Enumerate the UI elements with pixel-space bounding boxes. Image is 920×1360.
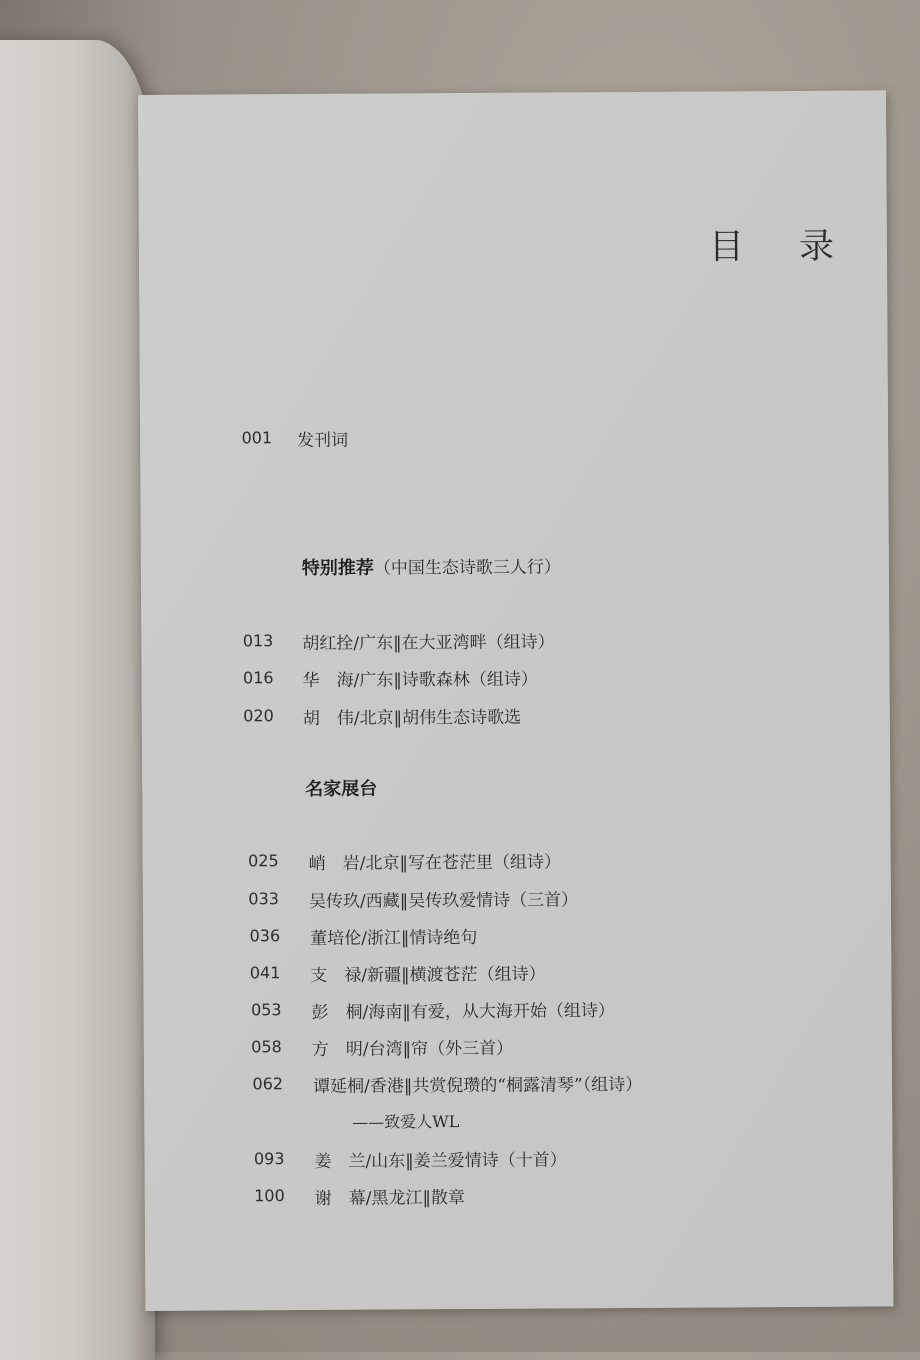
- toc-entry: 华 海/广东‖诗歌森林（组诗）: [302, 669, 538, 692]
- toc-entry: 吴传玖/西藏‖吴传玖爱情诗（三首）: [308, 890, 579, 912]
- toc-entry: 董培伦/浙江‖情诗绝句: [310, 927, 478, 949]
- toc-page-number: 025: [248, 851, 279, 871]
- toc-page-number: 100: [254, 1186, 285, 1206]
- toc-entry: 谭延桐/香港‖共赏倪瓒的“桐露清琴”（组诗）: [313, 1074, 643, 1097]
- preface-page-number: 001: [241, 428, 273, 448]
- toc-dedication: ——致爱人WL: [352, 1112, 460, 1132]
- toc-entry: 胡红拴/广东‖在大亚湾畔（组诗）: [302, 632, 555, 655]
- toc-entry: 支 禄/新疆‖横渡苍茫（组诗）: [310, 964, 546, 986]
- toc-page-number: 053: [250, 1000, 282, 1020]
- toc-page-number: 020: [243, 706, 274, 726]
- toc-page-number: 062: [252, 1074, 284, 1094]
- left-page-curl: [0, 40, 155, 1360]
- toc-page-number: 016: [242, 668, 274, 688]
- section-subheading: （中国生态诗歌三人行）: [373, 557, 561, 579]
- contents-page: [138, 90, 893, 1311]
- toc-page-number: 033: [248, 889, 279, 909]
- toc-page-number: 093: [253, 1149, 285, 1169]
- section-heading-masters: 名家展台: [305, 778, 378, 800]
- toc-page-number: 036: [249, 926, 281, 946]
- toc-entry: 峭 岩/北京‖写在苍茫里（组诗）: [308, 852, 561, 874]
- section-heading-label: 特别推荐: [301, 557, 374, 580]
- preface-title: 发刊词: [297, 430, 349, 452]
- toc-page-number: 041: [249, 963, 281, 983]
- toc-page-number: 058: [251, 1037, 282, 1057]
- toc-page-number: 013: [242, 631, 274, 651]
- toc-entry: 姜 兰/山东‖姜兰爱情诗（十首）: [314, 1150, 567, 1172]
- toc-entry: 彭 桐/海南‖有爱，从大海开始（组诗）: [311, 1001, 615, 1023]
- section-heading-special: [302, 552, 561, 580]
- page-title: 目 录: [708, 226, 857, 268]
- toc-entry: 谢 幕/黑龙江‖散章: [314, 1188, 466, 1209]
- toc-entry: 胡 伟/北京‖胡伟生态诗歌选: [302, 707, 522, 730]
- toc-entry: 方 明/台湾‖帘（外三首）: [311, 1038, 514, 1060]
